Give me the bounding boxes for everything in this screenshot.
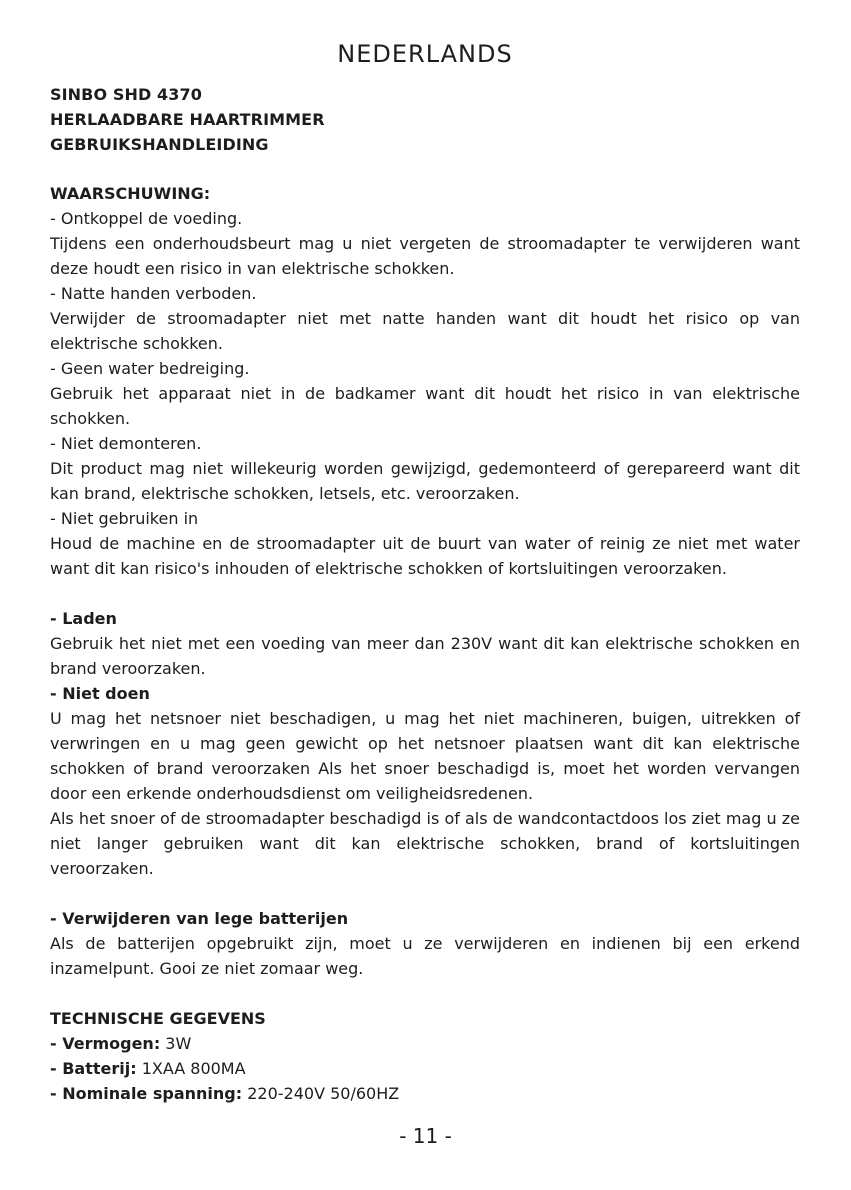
charging-text: Gebruik het niet met een voeding van meer dan 230V want dit kan elektrische schokken en brand veroorzaken. xyxy=(50,634,800,678)
product-type: HERLAADBARE HAARTRIMMER xyxy=(50,110,325,129)
warning-item: - Ontkoppel de voeding. xyxy=(50,209,243,228)
spec-label: - Batterij: xyxy=(50,1059,137,1078)
warning-item: Tijdens een onderhoudsbeurt mag u niet vergeten de stroomadapter te verwijderen want deze houdt een risico in van elektrische schokken. xyxy=(50,234,800,278)
spec-row-power xyxy=(50,1031,800,1056)
warning-item: - Niet gebruiken in xyxy=(50,509,199,528)
page-number: - 11 - xyxy=(399,1124,452,1148)
warning-item: - Natte handen verboden. xyxy=(50,284,257,303)
warning-item: Gebruik het apparaat niet in de badkamer want dit houdt het risico in van elektrische schokken. xyxy=(50,384,800,428)
dont-text: Als het snoer of de stroomadapter beschadigd is of als de wandcontactdoos los ziet mag u ze niet langer gebruiken want dit kan elektrische schokken, brand of kortsluitingen veroorzaken. xyxy=(50,809,800,878)
warning-title: WAARSCHUWING: xyxy=(50,184,211,203)
batteries-section xyxy=(50,906,800,981)
warning-item: Houd de machine en de stroomadapter uit de buurt van water of reinig ze niet met water want dit kan risico's inhouden of elektrische schokken of kortsluitingen veroorzaken. xyxy=(50,534,800,578)
dont-section xyxy=(50,681,800,881)
spec-row-battery xyxy=(50,1056,800,1081)
specs-section xyxy=(50,1006,800,1106)
dont-text: U mag het netsnoer niet beschadigen, u mag het niet machineren, buigen, uitrekken of verwringen en u mag geen gewicht op het netsnoer plaatsen want dit kan elektrische schokken of brand veroorzaken Als het snoer beschadigd is, moet het worden vervangen door een erkende onderhoudsdienst om veiligheidsredenen. xyxy=(50,709,800,803)
spec-row-voltage xyxy=(50,1081,800,1106)
charging-section xyxy=(50,606,800,681)
manual-title: GEBRUIKSHANDLEIDING xyxy=(50,135,269,154)
product-header xyxy=(50,82,800,157)
batteries-title: - Verwijderen van lege batterijen xyxy=(50,909,349,928)
spec-value: 220-240V 50/60HZ xyxy=(242,1084,400,1103)
warning-item: - Niet demonteren. xyxy=(50,434,202,453)
spec-label: - Vermogen: xyxy=(50,1034,161,1053)
warning-section xyxy=(50,181,800,581)
dont-title: - Niet doen xyxy=(50,684,150,703)
charging-title: - Laden xyxy=(50,609,117,628)
product-model: SINBO SHD 4370 xyxy=(50,85,202,104)
document-page xyxy=(50,40,800,1106)
spec-value: 1XAA 800MA xyxy=(136,1059,246,1078)
language-title: NEDERLANDS xyxy=(337,40,513,68)
batteries-text: Als de batterijen opgebruikt zijn, moet u ze verwijderen en indienen bij een erkend inzamelpunt. Gooi ze niet zomaar weg. xyxy=(50,934,800,978)
specs-title: TECHNISCHE GEGEVENS xyxy=(50,1009,266,1028)
warning-item: Dit product mag niet willekeurig worden gewijzigd, gedemonteerd of gerepareerd want dit kan brand, elektrische schokken, letsels, etc. veroorzaken. xyxy=(50,459,800,503)
warning-item: - Geen water bedreiging. xyxy=(50,359,250,378)
spec-label: - Nominale spanning: xyxy=(50,1084,243,1103)
spec-value: 3W xyxy=(160,1034,192,1053)
warning-item: Verwijder de stroomadapter niet met natte handen want dit houdt het risico op van elektrische schokken. xyxy=(50,309,800,353)
